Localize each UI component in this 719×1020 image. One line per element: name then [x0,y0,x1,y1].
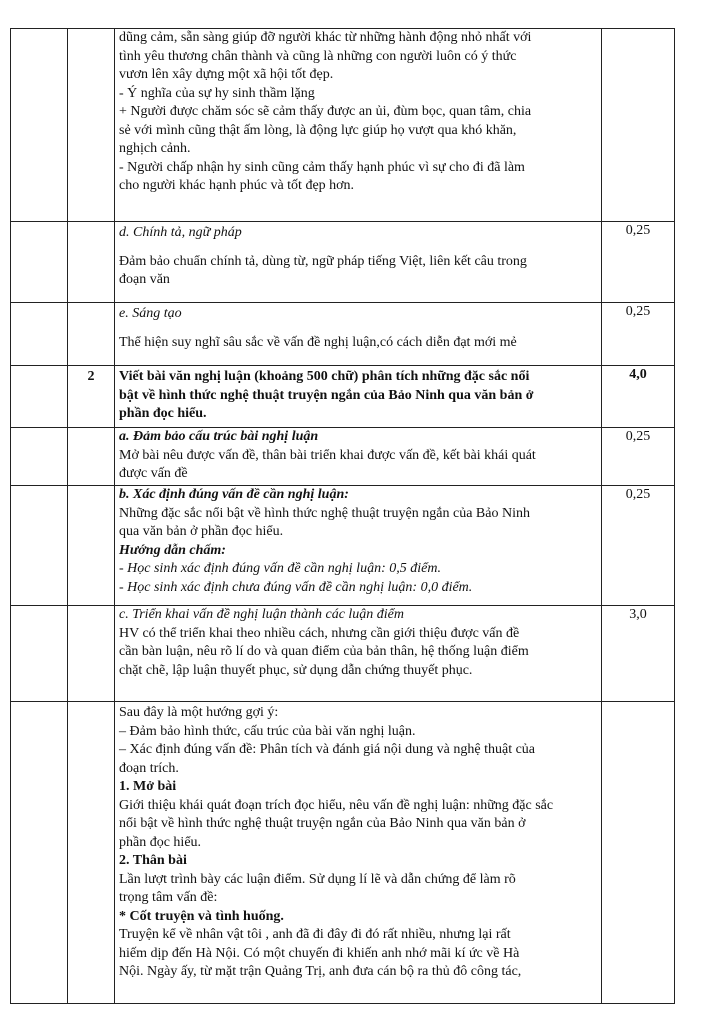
cell-score: 0,25 [602,222,675,303]
cell-part [11,606,68,702]
text-line: – Đảm bảo hình thức, cấu trúc của bài văn nghị luận. [119,723,416,739]
criterion-heading: a. Đảm bảo cấu trúc bài nghị luận [119,429,319,444]
cell-part [11,702,68,1004]
text-line: - Ý nghĩa của sự hy sinh thầm lặng [119,85,315,101]
text-line: tình yêu thương chân thành và cũng là những con người luôn có ý thức [119,48,517,64]
cell-content [115,702,602,1004]
text-line: qua văn bản ở phần đọc hiểu. [119,524,284,539]
cell-content [115,303,602,366]
text-line: dũng cảm, sẵn sàng giúp đỡ người khác từ những hành động nhỏ nhất với [119,30,532,45]
section-title: 2. Thân bài [119,853,187,868]
text-line: cần bàn luận, nêu rõ lí do và quan điểm của bản thân, hệ thống luận điểm [119,644,529,659]
table-row [11,366,675,428]
text-line: HV có thể triển khai theo nhiều cách, nhưng cần giới thiệu được vấn đề [119,625,520,641]
text-line: Nội. Ngày ấy, từ mặt trận Quảng Trị, anh đưa cán bộ ra thủ đô công tác, [119,964,522,979]
text-line: – Xác định đúng vấn đề: Phân tích và đánh giá nội dung và nghệ thuật của [119,742,536,757]
cell-score: 0,25 [602,428,675,486]
criterion-heading: c. Triển khai vấn đề nghị luận thành các luận điểm [119,607,405,622]
cell-part [11,222,68,303]
table-row [11,486,675,606]
cell-content [115,366,602,428]
section-title: 1. Mở bài [119,779,177,794]
text-line: được vấn đề [119,466,188,481]
cell-score: 3,0 [602,606,675,702]
cell-part [11,366,68,428]
question-line: Viết bài văn nghị luận (khoảng 500 chữ) phân tích những đặc sắc nổi [119,369,530,384]
table-row [11,428,675,486]
text-line: vươn lên xây dựng một xã hội tốt đẹp. [119,67,334,82]
text-line: Sau đây là một hướng gợi ý: [119,705,279,720]
cell-content [115,428,602,486]
cell-score: 0,25 [602,486,675,606]
cell-score: 0,25 [602,303,675,366]
text-line: đoạn trích. [119,760,179,776]
text-line: - Người chấp nhận hy sinh cũng cảm thấy hạnh phúc vì sự cho đi đã làm [119,159,525,175]
text-line: hiếm dịp đến Hà Nội. Có một chuyến đi khiến anh nhớ mãi kí ức về Hà [119,945,520,961]
cell-score [602,29,675,222]
text-line: Những đặc sắc nổi bật về hình thức nghệ thuật truyện ngắn của Bảo Ninh [119,505,530,521]
cell-score [602,702,675,1004]
question-line: phần đọc hiểu. [119,406,207,421]
cell-part [11,486,68,606]
text-line: Đảm bảo chuẩn chính tả, dùng từ, ngữ pháp tiếng Việt, liên kết câu trong [119,253,527,269]
cell-number [68,702,115,1004]
guidance-line: - Học sinh xác định đúng vấn đề cần nghị luận: 0,5 điểm. [119,561,441,576]
text-line: phần đọc hiểu. [119,834,202,850]
table-row [11,303,675,366]
cell-number: 2 [68,366,115,428]
text-line: trọng tâm vấn đề: [119,890,218,905]
table-row [11,29,675,222]
text-line: đoạn văn [119,272,170,287]
cell-part [11,303,68,366]
text-line: + Người được chăm sóc sẽ cảm thấy được an ủi, đùm bọc, quan tâm, chia [119,104,532,119]
table-row [11,222,675,303]
cell-content [115,486,602,606]
text-line: nổi bật về hình thức nghệ thuật truyện ngắn của Bảo Ninh qua văn bản ở [119,816,526,831]
cell-number [68,486,115,606]
table-row [11,702,675,1004]
cell-content [115,29,602,222]
text-line: Giới thiệu khái quát đoạn trích đọc hiểu, nêu vấn đề nghị luận: những đặc sắc [119,797,554,813]
table-row [11,606,675,702]
cell-number [68,606,115,702]
text-line: chặt chẽ, lập luận thuyết phục, sử dụng dẫn chứng thuyết phục. [119,662,473,678]
cell-part [11,29,68,222]
criterion-heading: e. Sáng tạo [119,306,182,321]
grading-table [10,28,675,1004]
cell-number [68,428,115,486]
cell-part [11,428,68,486]
cell-content [115,222,602,303]
point-title: * Cốt truyện và tình huống. [119,908,284,924]
guidance-line: - Học sinh xác định chưa đúng vấn đề cần nghị luận: 0,0 điểm. [119,579,473,595]
guidance-heading: Hướng dẫn chấm: [119,542,226,558]
criterion-heading: d. Chính tả, ngữ pháp [119,225,242,240]
cell-number [68,222,115,303]
text-line: Lần lượt trình bày các luận điểm. Sử dụng lí lẽ và dẫn chứng để làm rõ [119,871,516,887]
criterion-heading: b. Xác định đúng vấn đề cần nghị luận: [119,487,349,502]
text-line: Mở bài nêu được vấn đề, thân bài triển khai được vấn đề, kết bài khái quát [119,447,536,463]
text-line: cho người khác hạnh phúc và tốt đẹp hơn. [119,178,355,193]
text-line: Truyện kể về nhân vật tôi , anh đã đi đây đi đó rất nhiều, nhưng lại rất [119,927,511,942]
text-line: Thể hiện suy nghĩ sâu sắc về vấn đề nghị luận,có cách diễn đạt mới mẻ [119,334,517,350]
text-line: nghịch cảnh. [119,141,191,156]
cell-content [115,606,602,702]
cell-score: 4,0 [602,366,675,428]
text-line: sẻ với mình cũng thật ấm lòng, là động lực giúp họ vượt qua khó khăn, [119,122,517,138]
cell-number [68,303,115,366]
cell-number [68,29,115,222]
question-line: bật về hình thức nghệ thuật truyện ngắn của Bảo Ninh qua văn bản ở [119,387,534,403]
